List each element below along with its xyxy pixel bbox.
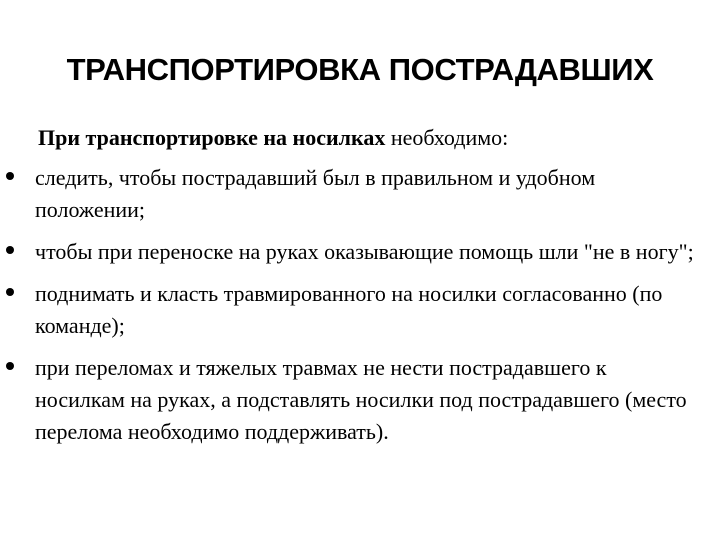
- bullet-item: [0, 352, 700, 448]
- bullet-icon: [6, 362, 14, 370]
- bullet-item: [0, 162, 700, 226]
- bullet-text: следить, чтобы пострадавший был в правильном и удобном положении;: [35, 165, 596, 222]
- bullet-item: [0, 236, 700, 268]
- intro-text: необходимо:: [385, 125, 509, 150]
- bullet-icon: [6, 172, 14, 180]
- bullet-icon: [6, 246, 14, 254]
- bullet-item: [0, 278, 700, 342]
- slide-title: ТРАНСПОРТИРОВКА ПОСТРАДАВШИХ: [66, 52, 654, 87]
- intro-line: [38, 122, 700, 154]
- bullet-text: поднимать и класть травмированного на носилки согласованно (по команде);: [35, 281, 663, 338]
- bullet-text: при переломах и тяжелых травмах не нести пострадавшего к носилкам на руках, а подставлять носилки под пострадавшего (место перелома необходимо поддерживать).: [35, 355, 687, 444]
- intro-bold-text: При транспортировке на носилках: [38, 125, 386, 150]
- bullet-text: чтобы при переноске на руках оказывающие помощь шли "не в ногу";: [35, 239, 694, 264]
- bullet-icon: [6, 288, 14, 296]
- slide-content: [0, 122, 700, 458]
- bullet-list: [0, 162, 700, 448]
